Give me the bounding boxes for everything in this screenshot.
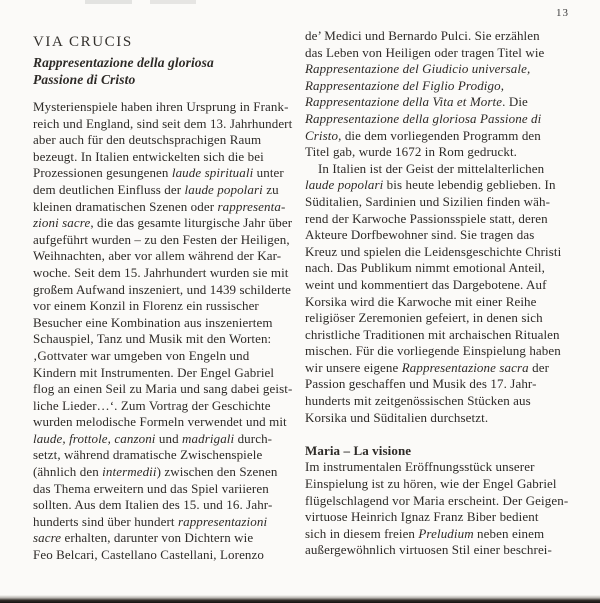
text-line: Kreuz und spielen die Leidensgeschichte Christi [305, 243, 562, 259]
text-line: de’ Medici und Bernardo Pulci. Sie erzählen [305, 28, 540, 43]
article-title: VIA CRUCIS [33, 34, 133, 50]
text-line: Rappresentazione del Giudicio universale, [305, 61, 531, 77]
text-line: Schauspiel, Tanz und Musik mit den Worten: [33, 331, 272, 347]
text-line: aber auch für den deutschsprachigen Raum [33, 132, 262, 148]
text-line: flog an einen Seil zu Maria und sang dabei geist- [33, 381, 293, 397]
text-line: aufgeführt wurden – zu den Festen der Heiligen, [33, 231, 290, 247]
text-line: Feo Belcari, Castellano Castellani, Lorenzo [33, 547, 265, 563]
text-line: Weihnachten, aber vor allem während der Kar- [33, 248, 282, 264]
text-line: das Leben von Heiligen oder tragen Titel wie [305, 44, 545, 60]
scan-artifact-top-right [150, 0, 196, 4]
text-line: Kindern mit Instrumenten. Der Engel Gabriel [33, 364, 275, 380]
text-line: weint und kommentiert das Dargebotene. Auf [305, 276, 547, 292]
text-line: flügelschlagend vor Maria erscheint. Der Geigen- [305, 492, 569, 508]
text-line: laude, frottole, canzoni und madrigali durch- [33, 430, 273, 446]
text-line: Einspielung ist zu hören, wie der Engel Gabriel [305, 476, 557, 492]
right-column-text [305, 28, 585, 559]
text-line: Korsika und Süditalien durchsetzt. [305, 409, 489, 425]
text-line: Maria – La visione [305, 442, 412, 458]
text-line: Mysterienspiele haben ihren Ursprung in Frank- [33, 99, 289, 114]
text-line: hunderts mit zeitgenössischen Stücken aus [305, 393, 531, 409]
text-line: Rappresentazione della gloriosa Passione di [305, 110, 542, 126]
text-line: liche Lieder…‘. Zum Vortrag der Geschichte [33, 397, 271, 413]
text-line: dem deutlichen Einfluss der laude popolari zu [33, 181, 279, 197]
scan-artifact-bottom-edge [0, 595, 600, 603]
text-line: bezeugt. In Italien entwickelten sich die bei [33, 148, 264, 164]
text-line: (ähnlich den intermedii) zwischen den Szenen [33, 464, 278, 480]
text-line [305, 426, 585, 443]
text-line: das Thema erweitern und das Spiel variieren [33, 480, 269, 496]
article-title-block [33, 33, 301, 88]
text-line: Im instrumentalen Eröffnungsstück unserer [305, 459, 535, 475]
right-column [305, 28, 585, 559]
text-line: Korsika wird die Karwoche mit einer Reihe [305, 293, 537, 309]
article-subtitle-line-2: Passione di Cristo [33, 72, 136, 87]
text-line: Cristo, die dem vorliegenden Programm den [305, 127, 541, 143]
text-line: Prozessionen gesungenen laude spirituali unter [33, 165, 284, 181]
text-line: Süditalien, Sardinien und Sizilien finden wäh- [305, 193, 551, 209]
text-line: kleinen dramatischen Szenen oder rappresenta- [33, 198, 286, 214]
left-column [33, 33, 301, 564]
text-line: mischen. Für die vorliegende Einspielung haben [305, 343, 561, 359]
text-line: wurden melodische Formeln verwendet und mit [33, 414, 287, 430]
text-line: großem Aufwand inszeniert, und 1439 schilderte [33, 281, 292, 297]
text-line: Rappresentazione del Figlio Prodigo, [305, 77, 505, 93]
article-subtitle-line-1: Rappresentazione della gloriosa [33, 55, 214, 70]
text-line: Akteure Dorfbewohner sind. Sie tragen das [305, 227, 535, 243]
text-line: Titel gab, wurde 1672 in Rom gedruckt. [305, 144, 518, 160]
text-line: Rappresentazione della Vita et Morte. Die [305, 94, 528, 110]
text-line: hunderts sind über hundert rappresentazioni [33, 513, 268, 529]
text-line: sich in diesem freien Preludium neben einem [305, 525, 545, 541]
text-line: Besucher eine Kombination aus inszeniertem [33, 314, 273, 330]
text-line: laude popolari bis heute lebendig geblieben. In [305, 177, 556, 193]
text-line: religiöser Zeremonien gefeiert, in denen sich [305, 310, 543, 326]
scan-artifact-top-left [85, 0, 132, 4]
text-line: sacre erhalten, darunter von Dichtern wie [33, 530, 254, 546]
text-line: zioni sacre, die das gesamte liturgische Jahr über [33, 215, 293, 231]
text-line: rend der Karwoche Passionsspiele statt, deren [305, 210, 548, 226]
text-line: außergewöhnlich virtuosen Stil einer beschrei- [305, 542, 552, 558]
text-line: Passion geschaffen und Musik des 17. Jahr- [305, 376, 537, 392]
text-line: reich und England, sind seit dem 13. Jahrhundert [33, 115, 293, 131]
text-line: wir unsere eigene Rappresentazione sacra der [305, 359, 549, 375]
left-column-text [33, 99, 301, 564]
text-line: sollten. Aus dem Italien des 15. und 16. Jahr- [33, 497, 273, 513]
text-line: christliche Traditionen mit archaischen Ritualen [305, 326, 560, 342]
text-line: ‚Gottvater war umgeben von Engeln und [33, 347, 250, 363]
text-line: virtuose Heinrich Ignaz Franz Biber bedient [305, 509, 539, 525]
text-line: woche. Seit dem 15. Jahrhundert wurden sie mit [33, 264, 289, 280]
text-line: nach. Das Publikum nimmt emotional Anteil, [305, 260, 545, 276]
text-line: setzt, während dramatische Zwischenspiele [33, 447, 263, 463]
text-line: vor einem Konzil in Florenz ein russischer [33, 298, 259, 314]
page-number: 13 [556, 7, 569, 19]
text-line: In Italien ist der Geist der mittelalterlichen [318, 160, 545, 176]
